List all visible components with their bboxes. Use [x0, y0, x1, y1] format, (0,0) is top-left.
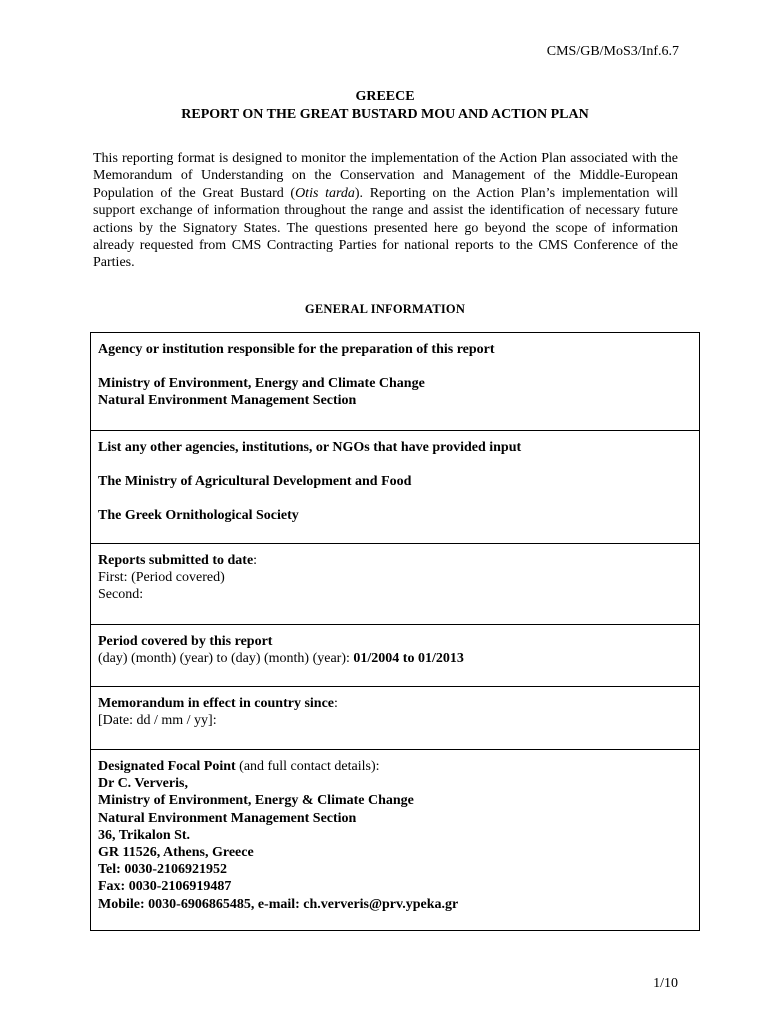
- focal-point-label: Designated Focal Point: [98, 759, 236, 774]
- focal-point-cell: [91, 750, 699, 930]
- period-line: [98, 650, 691, 667]
- intro-text-start: This reporting format is designed to monitor the implementation of the Action Plan associated with the Memorandum of Understanding on the Conservation and Management of the Middle-European Population of the Great Bustard (: [93, 151, 678, 201]
- period-cell: [91, 625, 699, 687]
- focal-point-tel: Tel: 0030-2106921952: [98, 862, 227, 878]
- reports-submitted-heading: [98, 552, 691, 569]
- section-heading: GENERAL INFORMATION: [304, 302, 466, 316]
- memorandum-label: Memorandum in effect in country since: [98, 696, 335, 711]
- country-title: GREECE: [355, 89, 415, 104]
- intro-text-end: ). Reporting on the Action Plan’s implementation will support exchange of information throughout the range and assist the identification of necessary future actions by the Signatory States. The questions presented here go beyond the scope of information already requested from CMS Contracting Parties for national reports to the CMS Conference of the Parties.: [93, 185, 679, 271]
- period-label: Period covered by this report: [98, 634, 273, 649]
- focal-point-street: 36, Trikalon St.: [98, 827, 191, 843]
- focal-point-label-suffix: (and full contact details):: [235, 759, 380, 774]
- reports-submitted-cell: [91, 544, 699, 625]
- agency-cell: [91, 333, 699, 431]
- species-name: Otis tarda: [295, 185, 355, 201]
- memorandum-date-format: [Date: dd / mm / yy]:: [98, 713, 217, 729]
- memorandum-colon: :: [334, 696, 338, 711]
- document-reference: CMS/GB/MoS3/Inf.6.7: [546, 44, 679, 59]
- page-number: 1/10: [653, 976, 678, 991]
- agency-line-1: Ministry of Environment, Energy and Climate Change: [98, 376, 425, 392]
- memorandum-cell: [91, 687, 699, 750]
- intro-paragraph: [93, 150, 678, 272]
- period-format: (day) (month) (year) to (day) (month) (year):: [98, 651, 354, 667]
- focal-point-section: Natural Environment Management Section: [98, 810, 357, 826]
- focal-point-mobile-email: Mobile: 0030-6906865485, e-mail: ch.ververis@prv.ypeka.gr: [98, 896, 459, 912]
- report-title: REPORT ON THE GREAT BUSTARD MOU AND ACTION PLAN: [181, 107, 589, 122]
- other-agency-2: The Greek Ornithological Society: [98, 508, 299, 524]
- second-report: Second:: [98, 587, 144, 603]
- first-report: First: (Period covered): [98, 570, 225, 586]
- focal-point-name: Dr C. Ververis,: [98, 776, 188, 792]
- other-agencies-cell: [91, 431, 699, 544]
- agency-line-2: Natural Environment Management Section: [98, 393, 357, 409]
- other-agencies-label: List any other agencies, institutions, or NGOs that have provided input: [98, 440, 522, 455]
- focal-point-heading: [98, 758, 691, 775]
- focal-point-ministry: Ministry of Environment, Energy & Climate Change: [98, 793, 414, 809]
- other-agency-1: The Ministry of Agricultural Development and Food: [98, 474, 412, 490]
- general-info-table: [90, 332, 700, 931]
- memorandum-heading: [98, 695, 691, 712]
- focal-point-fax: Fax: 0030-2106919487: [98, 879, 232, 895]
- period-value: 01/2004 to 01/2013: [353, 651, 464, 667]
- reports-submitted-colon: :: [253, 553, 258, 568]
- reports-submitted-label: Reports submitted to date: [98, 553, 254, 568]
- focal-point-city: GR 11526, Athens, Greece: [98, 845, 254, 861]
- agency-label: Agency or institution responsible for the preparation of this report: [98, 342, 495, 357]
